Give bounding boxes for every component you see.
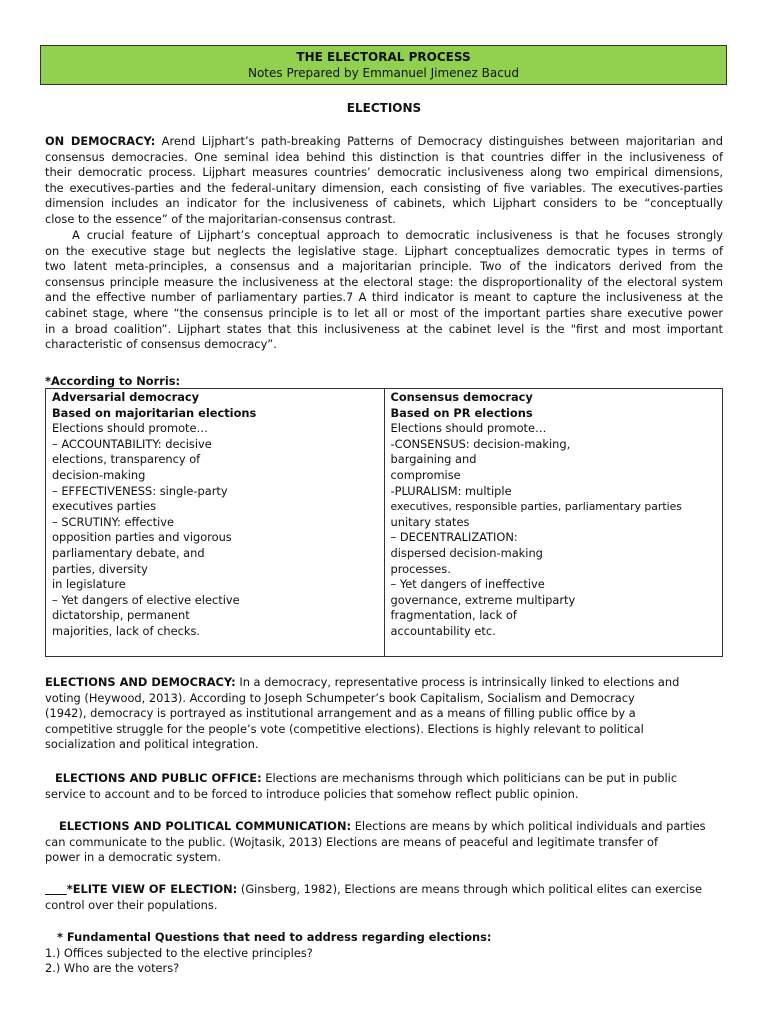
public-office-line: service to account and to be forced to introduce policies that somehow reflect public opinion. bbox=[45, 786, 579, 801]
fundamental-questions-label: * Fundamental Questions that need to address regarding elections: bbox=[57, 930, 492, 944]
document-subtitle: Notes Prepared by Emmanuel Jimenez Bacud bbox=[247, 66, 520, 80]
democracy-label: ON DEMOCRACY: bbox=[45, 134, 156, 148]
adversarial-line: – SCRUTINY: effective bbox=[52, 514, 174, 529]
lijphart-line: consensus principle measure the inclusiveness at the electoral stage: the disproportionality of the electoral system bbox=[45, 274, 723, 289]
democracy-line: close to the essence” of the majoritarian-consensus contrast. bbox=[45, 211, 396, 226]
consensus-line: dispersed decision-making bbox=[390, 545, 543, 560]
public-office-label: ELECTIONS AND PUBLIC OFFICE: bbox=[55, 771, 262, 785]
elite-view-label: *ELITE VIEW OF ELECTION: bbox=[66, 882, 238, 896]
consensus-line: bargaining and bbox=[390, 452, 477, 467]
adversarial-line: – ACCOUNTABILITY: decisive bbox=[52, 436, 212, 451]
democracy-line: dimension includes an indicator for the inclusiveness of cabinets, which Lijphart considers to be “conceptually bbox=[45, 196, 723, 211]
democracy-line: their democratic process. Lijphart measures countries’ democratic inclusiveness along two empirical dimensions, bbox=[45, 165, 723, 180]
document-title: THE ELECTORAL PROCESS bbox=[296, 50, 471, 64]
lijphart-line: in a broad coalition”. Lijphart states that this inclusiveness at the cabinet level is the "first and most important bbox=[45, 321, 723, 336]
lijphart-line: on the executive stage but neglects the legislative stage. Lijphart conceptualizes democratic types in terms of bbox=[45, 243, 723, 258]
public-office-paragraph: ELECTIONS AND PUBLIC OFFICE: Elections are mechanisms through which politicians can be put in public service to account and to be forced to introduce policies that somehow reflect public opinion. bbox=[45, 771, 735, 802]
consensus-line: – DECENTRALIZATION: bbox=[390, 530, 518, 545]
adversarial-line: parliamentary debate, and bbox=[52, 545, 205, 560]
fundamental-questions bbox=[45, 930, 735, 977]
consensus-subtitle: Based on PR elections bbox=[390, 405, 533, 420]
communication-line: power in a democratic system. bbox=[45, 850, 221, 865]
consensus-line: – Yet dangers of ineffective bbox=[390, 577, 545, 592]
consensus-column bbox=[384, 389, 723, 657]
adversarial-line: elections, transparency of bbox=[52, 452, 201, 467]
elections-democracy-line: socialization and political integration. bbox=[45, 737, 259, 752]
consensus-line: -CONSENSUS: decision-making, bbox=[390, 436, 571, 451]
lijphart-line: A crucial feature of Lijphart’s conceptual approach to democratic inclusiveness is that he focuses strongly bbox=[72, 228, 723, 242]
adversarial-line: Elections should promote… bbox=[52, 421, 208, 436]
communication-line: can communicate to the public. (Wojtasik, 2013) Elections are means of peaceful and legitimate transfer of bbox=[45, 834, 658, 849]
elections-democracy-line: voting (Heywood, 2013). According to Joseph Schumpeter’s book Capitalism, Socialism and Democracy bbox=[45, 690, 635, 705]
consensus-line: fragmentation, lack of bbox=[390, 608, 517, 623]
adversarial-line: dictatorship, permanent bbox=[52, 608, 190, 623]
adversarial-line: majorities, lack of checks. bbox=[52, 623, 201, 638]
adversarial-line: opposition parties and vigorous bbox=[52, 530, 232, 545]
democracy-line: the executives-parties and the federal-unitary dimension, each consisting of five variables. The executives-parties bbox=[45, 180, 723, 195]
lijphart-line: and the effective number of parliamentary parties.7 A third indicator is meant to capture the inclusiveness at the bbox=[45, 290, 723, 305]
adversarial-line: in legislature bbox=[52, 577, 126, 592]
consensus-line: unitary states bbox=[390, 514, 470, 529]
consensus-line: governance, extreme multiparty bbox=[390, 592, 576, 607]
elections-democracy-label: ELECTIONS AND DEMOCRACY: bbox=[45, 675, 236, 689]
lijphart-line: cabinet stage, where “the consensus principle is to let all or most of the important parties share executive power bbox=[45, 305, 723, 320]
communication-paragraph: ELECTIONS AND POLITICAL COMMUNICATION: Elections are means by which political individuals and parties can communicate to the public. (Wojtasik, 2013) Elections are means of peaceful and legitimate transfer of power in a democratic system. bbox=[45, 819, 735, 866]
lijphart-paragraph bbox=[45, 228, 723, 353]
adversarial-title: Adversarial democracy bbox=[52, 390, 200, 404]
norris-label: *According to Norris: bbox=[45, 374, 181, 388]
consensus-line: accountability etc. bbox=[390, 623, 496, 638]
consensus-line: Elections should promote… bbox=[390, 421, 547, 436]
adversarial-line: – EFFECTIVENESS: single-party bbox=[52, 483, 228, 498]
communication-label: ELECTIONS AND POLITICAL COMMUNICATION: bbox=[59, 819, 352, 833]
adversarial-line: – Yet dangers of elective elective bbox=[52, 592, 240, 607]
adversarial-subtitle: Based on majoritarian elections bbox=[52, 405, 257, 420]
consensus-title: Consensus democracy bbox=[390, 390, 533, 404]
adversarial-line: executives parties bbox=[52, 499, 157, 514]
title-banner bbox=[40, 45, 727, 85]
adversarial-line: decision-making bbox=[52, 467, 146, 482]
question-item: 1.) Offices subjected to the elective principles? bbox=[45, 945, 313, 960]
adversarial-column bbox=[46, 389, 385, 657]
question-item: 2.) Who are the voters? bbox=[45, 961, 180, 976]
democracy-line: ON DEMOCRACY: Arend Lijphart’s path-breaking Patterns of Democracy distinguishes between majoritarian and bbox=[45, 134, 723, 148]
section-title: ELECTIONS bbox=[346, 101, 422, 115]
elections-democracy-line: competitive struggle for the people’s vote (competitive elections). Elections is highly relevant to political bbox=[45, 721, 644, 736]
elite-view-line: control over their populations. bbox=[45, 897, 218, 912]
consensus-line: processes. bbox=[390, 561, 451, 576]
lijphart-line: two latent meta-principles, a consensus and a majoritarian principle. Two of the indicators derived from the bbox=[45, 259, 723, 274]
elections-democracy-line: (1942), democracy is portrayed as institutional arrangement and as a means of filling public office by a bbox=[45, 706, 636, 721]
elite-view-paragraph: *ELITE VIEW OF ELECTION: (Ginsberg, 1982), Elections are means through which political elites can exercise control over their populations. bbox=[45, 882, 735, 913]
democracy-paragraph bbox=[45, 134, 723, 228]
consensus-line: compromise bbox=[390, 467, 461, 482]
elections-democracy-paragraph: ELECTIONS AND DEMOCRACY: In a democracy, representative process is intrinsically linked to elections and voting (Heywood, 2013). According to Joseph Schumpeter’s book Capitalism, Socialism and Democracy (1942), democracy is portrayed as institutional arrangement and as a means of filling public office by a competitive struggle for the people’s vote (competitive elections). Elections is highly relevant to political socialization and political integration. bbox=[45, 675, 735, 753]
consensus-line: executives, responsible parties, parliamentary parties bbox=[390, 500, 682, 514]
adversarial-line: parties, diversity bbox=[52, 561, 148, 576]
democracy-line: consensus democracies. One seminal idea behind this distinction is that countries differ in the inclusiveness of bbox=[45, 149, 723, 164]
consensus-line: -PLURALISM: multiple bbox=[390, 483, 512, 498]
lijphart-line: characteristic of consensus democracy”. bbox=[45, 337, 277, 352]
democracy-comparison-table bbox=[45, 388, 723, 657]
